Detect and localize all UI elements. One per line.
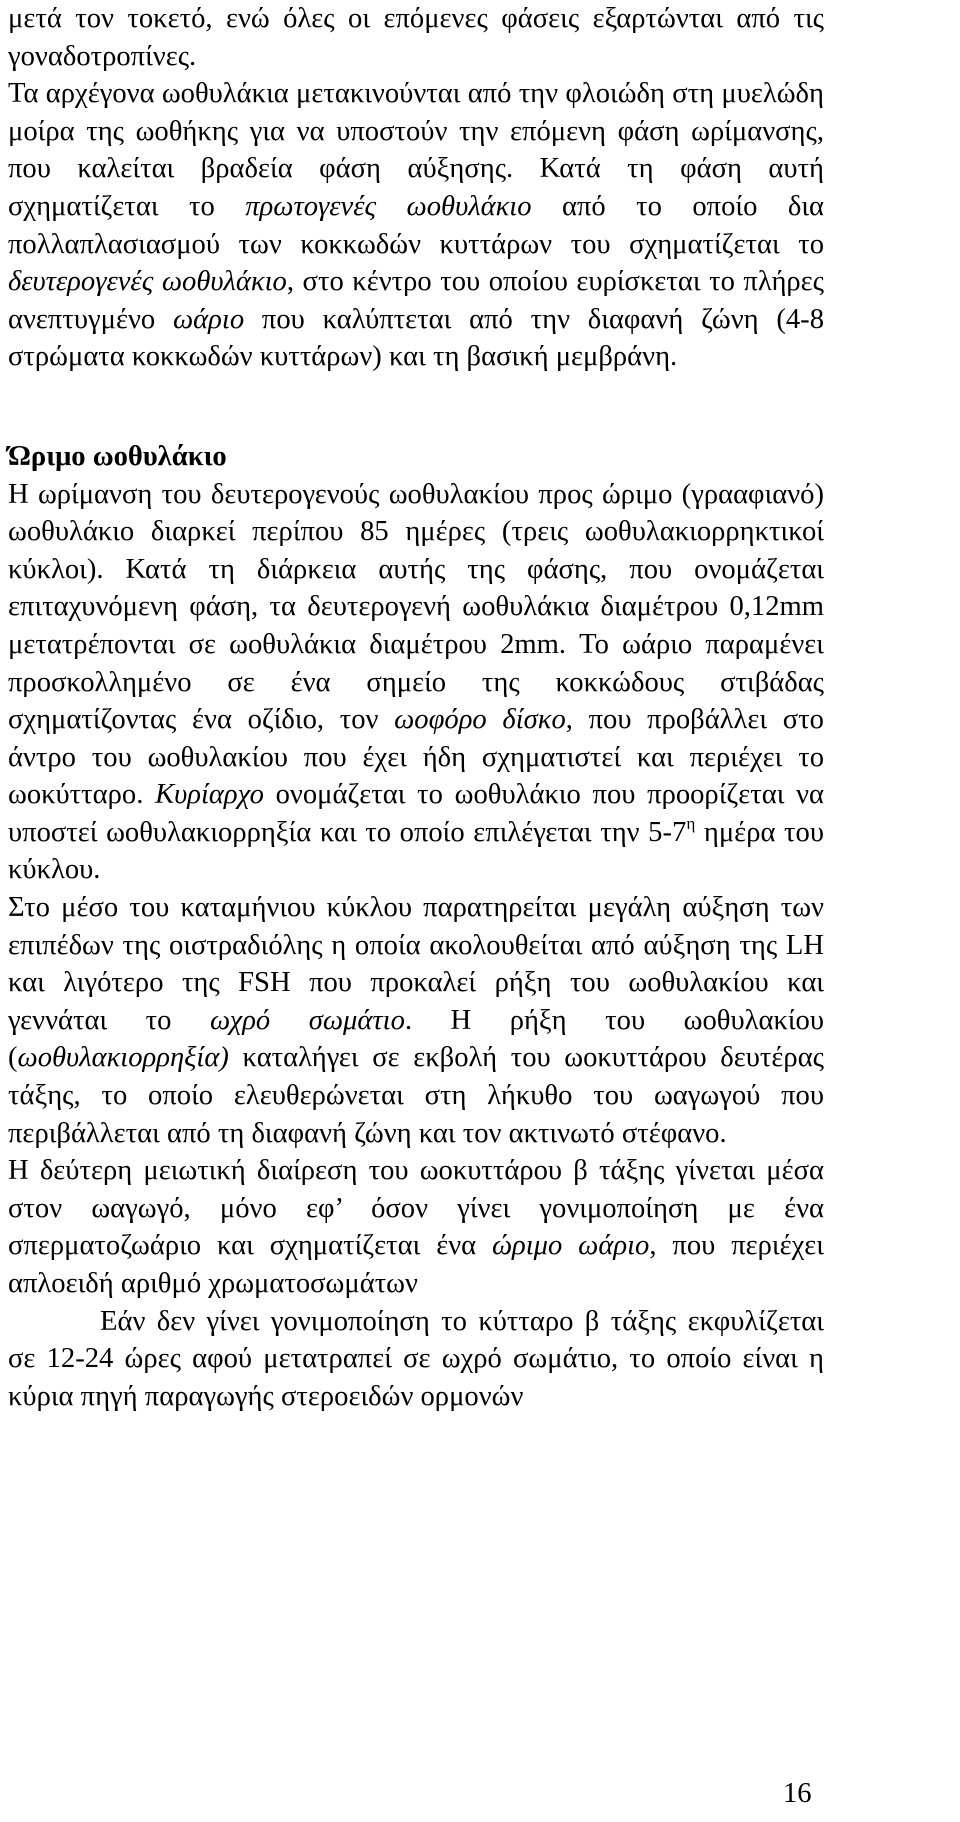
term-ovulation: ωοθυλακιορρηξία)	[17, 1042, 229, 1074]
intro-text: μετά τον τοκετό, ενώ όλες οι επόμενες φάσεις εξαρτώνται από τις γοναδοτροπίνες.	[8, 3, 824, 72]
text-run: καταλήγει σε εκβολή του ωοκυττάρου δευτέρας τάξης, το οποίο ελευθερώνεται στη λήκυθο του ωαγωγού που περιβάλλεται από τη διαφανή ζώνη και τον ακτινωτό στέφανο.	[8, 1042, 824, 1149]
term-dominant: Κυρίαρχο	[155, 779, 264, 811]
text-run: . Η ρήξη του ωοθυλακίου (	[8, 1004, 824, 1074]
text-run: από το οποίο δια πολλαπλασιασμού των κοκκωδών κυττάρων του σχηματίζεται το	[8, 190, 824, 260]
primary-follicle-paragraph	[8, 75, 824, 376]
no-fertilization-paragraph	[8, 1303, 824, 1416]
text-run: Εάν δεν γίνει γονιμοποίηση το κύτταρο β τάξης εκφυλίζεται σε 12-24 ώρες αφού μετατραπεί σε ωχρό σωμάτιο, το οποίο είναι η κύρια πηγή παραγωγής στεροειδών ορμονών	[8, 1305, 824, 1412]
text-run: , που περιέχει απλοειδή αριθμό χρωματοσωμάτων	[8, 1230, 825, 1299]
text-run: ονομάζεται το ωοθυλάκιο που προορίζεται να υποστεί ωοθυλακιορρηξία και το οποίο επιλέγεται την 5-7	[8, 779, 825, 848]
term-secondary-follicle: δευτερογενές ωοθυλάκιο	[8, 266, 287, 298]
text-run: Η ωρίμανση του δευτερογενούς ωοθυλακίου προς ώριμο (γρααφιανό) ωοθυλάκιο διαρκεί περίπου 85 ημέρες (τρεις ωοθυλακιορρηκτικοί κύκλοι). Κατά τη διάρκεια αυτής της φάσης, που ονομάζεται επιταχυνόμενη φάση, τα δευτερογενή ωοθυλάκια διαμέτρου 0,12mm μετατρέπονται σε ωοθυλάκια διαμέτρου 2mm. Το ωάριο παραμένει προσκολλημένο σε ένα σημείο της κοκκώδους στιβάδας σχηματίζοντας ένα οζίδιο, τον	[8, 478, 824, 736]
ovulation-paragraph	[8, 889, 824, 1152]
term-cumulus-oophorus: ωοφόρο δίσκο	[394, 704, 566, 736]
term-oocyte: ωάριο	[172, 303, 245, 335]
meiosis-paragraph	[8, 1152, 824, 1302]
term-mature-ovum: ώριμο ωάριο	[492, 1230, 650, 1262]
text-run: Τα αρχέγονα ωοθυλάκια μετακινούνται από την φλοιώδη στη μυελώδη μοίρα της ωοθήκης για να υποστούν την επόμενη φάση ωρίμανσης, που καλείται βραδεία φάση αύξησης. Κατά τη φάση αυτή σχηματίζεται το	[8, 78, 824, 222]
page-number: 16	[783, 1778, 812, 1809]
text-run: ημέρα του κύκλου.	[8, 816, 824, 886]
text-run: Στο μέσο του καταμήνιου κύκλου παρατηρείται μεγάλη αύξηση των επιπέδων της οιστραδιόλης η οποία ακολουθείται από αύξηση της LH και λιγότερο της FSH που προκαλεί ρήξη του ωοθυλακίου και γεννάται το	[8, 892, 824, 1036]
intro-paragraph	[8, 0, 824, 75]
document-page	[8, 0, 824, 1415]
term-corpus-luteum: ωχρό σωμάτιο	[210, 1004, 405, 1036]
bold-comma: , στο κέντρο του οποίου ευρίσκεται το πλήρες ανεπτυγμένο	[8, 266, 825, 335]
text-run: Η δεύτερη μειωτική διαίρεση του ωοκυττάρου β τάξης γίνεται μέσα στον ωαγωγό, μόνο εφ’ όσον γίνει γονιμοποίηση με ένα σπερματοζωάριο και σχηματίζεται ένα	[8, 1155, 824, 1262]
term-primary-follicle: πρωτογενές ωοθυλάκιο	[245, 190, 532, 222]
mature-follicle-paragraph	[8, 476, 824, 890]
section-heading: Ώριμο ωοθυλάκιο	[8, 440, 227, 472]
text-run: που καλύπτεται από την διαφανή ζώνη (4-8 στρώματα κοκκωδών κυττάρων) και τη βασική μεμβράνη.	[8, 303, 824, 373]
ordinal-superscript: η	[686, 813, 696, 833]
paragraph-gap	[8, 376, 824, 438]
text-run: , που προβάλλει στο άντρο του ωοθυλακίου που έχει ήδη σχηματιστεί και περιέχει το ωοκύτταρο.	[8, 704, 824, 811]
